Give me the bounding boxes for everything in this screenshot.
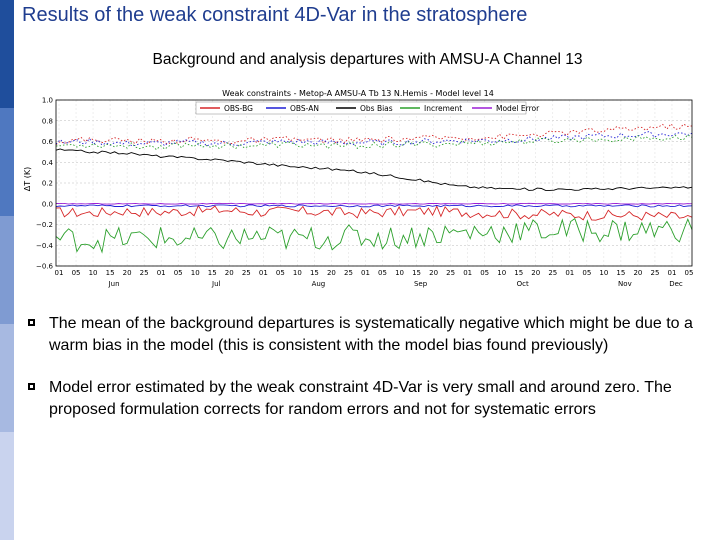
x-tick-label: 10	[292, 269, 302, 277]
bullet-list	[28, 313, 716, 441]
x-tick-label: 20	[531, 269, 541, 277]
x-tick-label: 15	[616, 269, 626, 277]
x-tick-label: 25	[650, 269, 660, 277]
x-tick-label: 05	[480, 269, 490, 277]
left-color-bar-segment	[0, 216, 14, 324]
y-tick-label: 1.0	[41, 96, 53, 105]
left-color-bar-segment	[0, 108, 14, 216]
slide-title: Results of the weak constraint 4D-Var in the stratosphere	[22, 4, 528, 26]
x-tick-label: 20	[633, 269, 643, 277]
departures-chart	[20, 86, 710, 296]
x-tick-label: 05	[275, 269, 285, 277]
month-label: Jun	[108, 280, 120, 288]
y-tick-label: 0.6	[41, 138, 53, 146]
bullet-text: Model error estimated by the weak constraint 4D-Var is very small and around zero. The proposed formulation corrects for random errors and not for systematic errors	[49, 379, 672, 418]
bullet-item	[28, 313, 716, 356]
x-tick-label: 15	[207, 269, 217, 277]
x-tick-label: 10	[190, 269, 200, 277]
month-label: Aug	[311, 280, 326, 288]
x-tick-label: 10	[395, 269, 405, 277]
x-tick-label: 01	[565, 269, 575, 277]
x-tick-label: 05	[684, 269, 694, 277]
bullet-text: The mean of the background departures is systematically negative which might be due to a warm bias in the model (this is consistent with the model bias found previously)	[49, 315, 693, 354]
y-tick-label: −0.4	[36, 241, 53, 250]
x-tick-label: 05	[582, 269, 592, 277]
month-label: Oct	[516, 280, 529, 288]
x-tick-label: 15	[514, 269, 524, 277]
x-tick-label: 01	[54, 269, 64, 277]
y-tick-label: −0.2	[36, 221, 53, 229]
x-tick-label: 20	[122, 269, 132, 277]
x-tick-label: 20	[429, 269, 439, 277]
x-tick-label: 20	[326, 269, 336, 277]
x-tick-label: 01	[463, 269, 473, 277]
x-tick-label: 10	[497, 269, 507, 277]
x-tick-label: 05	[173, 269, 183, 277]
x-tick-label: 05	[71, 269, 81, 277]
x-tick-label: 10	[599, 269, 609, 277]
slide-subtitle: Background and analysis departures with AMSU-A Channel 13	[152, 51, 583, 68]
x-tick-label: 25	[139, 269, 149, 277]
left-color-bar	[0, 0, 14, 540]
x-tick-label: 25	[446, 269, 456, 277]
x-tick-label: 01	[361, 269, 370, 277]
left-color-bar-segment	[0, 432, 14, 540]
x-tick-label: 25	[343, 269, 353, 277]
x-tick-label: 01	[156, 269, 166, 277]
bullet-marker-icon	[28, 383, 35, 390]
y-axis-label: ΔT (K)	[23, 166, 32, 192]
x-tick-label: 01	[667, 269, 677, 277]
y-tick-label: 0.8	[41, 117, 53, 126]
x-tick-label: 25	[241, 269, 251, 277]
month-label: Sep	[413, 280, 428, 288]
x-tick-label: 15	[309, 269, 319, 277]
y-tick-label: −0.6	[36, 262, 53, 271]
x-tick-label: 05	[378, 269, 387, 277]
x-tick-label: 20	[224, 269, 234, 277]
x-tick-label: 15	[412, 269, 422, 277]
bullet-marker-icon	[28, 319, 35, 326]
x-tick-label: 25	[548, 269, 558, 277]
month-label: Jul	[212, 280, 221, 288]
x-tick-label: 15	[105, 269, 115, 277]
legend-label: OBS-BG	[224, 104, 253, 113]
legend-label: Obs Bias	[360, 104, 393, 113]
legend-label: OBS-AN	[290, 104, 319, 113]
legend-label: Model Error	[496, 104, 540, 113]
chart-background	[20, 86, 710, 296]
left-color-bar-segment	[0, 324, 14, 432]
chart-title: Weak constraints - Metop-A AMSU-A Tb 13 N.Hemis - Model level 14	[222, 89, 494, 98]
legend	[196, 102, 540, 114]
y-tick-label: 0.4	[41, 158, 53, 167]
bullet-item	[28, 377, 716, 420]
legend-label: Increment	[424, 104, 463, 113]
month-label: Dec	[669, 280, 683, 288]
y-tick-label: 0.2	[41, 179, 53, 188]
x-tick-label: 01	[258, 269, 268, 277]
y-tick-label: 0.0	[41, 200, 53, 209]
x-tick-label: 10	[88, 269, 98, 277]
month-label: Nov	[618, 280, 632, 288]
